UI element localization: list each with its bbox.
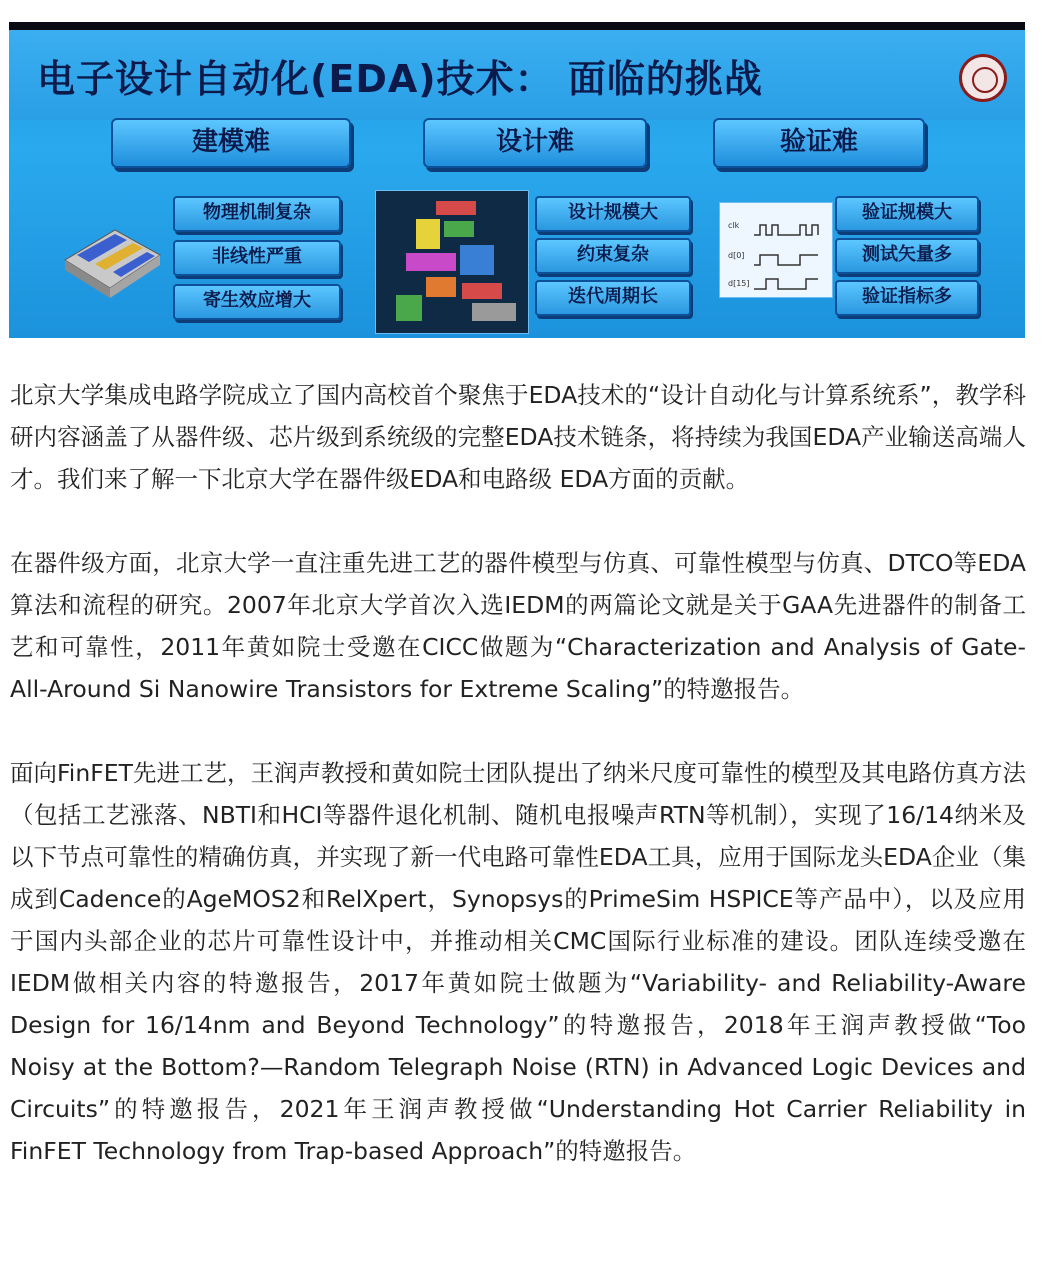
- modeling-item-1: 物理机制复杂: [173, 196, 341, 232]
- modeling-item-3: 寄生效应增大: [173, 284, 341, 320]
- category-design: 设计难: [423, 118, 647, 168]
- article-body: [10, 374, 1026, 1214]
- slide-title-bar: [9, 30, 1025, 120]
- article-paragraph: 在器件级方面，北京大学一直注重先进工艺的器件模型与仿真、可靠性模型与仿真、DTCO等EDA算法和流程的研究。2007年北京大学首次入选IEDM的两篇论文就是关于GAA先进器件的制备工艺和可靠性，2011年黄如院士受邀在CICC做题为“Characterization and Analysis of Gate-All-Around Si Nanowire Transistors for Extreme Scaling”的特邀报告。: [10, 549, 1026, 703]
- university-seal-logo: [959, 54, 1007, 102]
- modeling-item-2: 非线性严重: [173, 240, 341, 276]
- category-verification: 验证难: [713, 118, 925, 168]
- waveform-label-d15: d[15]: [728, 279, 750, 288]
- chip-layout-icon: [375, 190, 529, 334]
- challenges-slide-image: [9, 22, 1025, 338]
- verification-item-2: 测试矢量多: [835, 238, 979, 274]
- article-paragraph: 面向FinFET先进工艺，王润声教授和黄如院士团队提出了纳米尺度可靠性的模型及其电路仿真方法（包括工艺涨落、NBTI和HCI等器件退化机制、随机电报噪声RTN等机制），实现了16/14纳米及以下节点可靠性的精确仿真，并实现了新一代电路可靠性EDA工具，应用于国际龙头EDA企业（集成到Cadence的AgeMOS2和RelXpert，Synopsys的PrimeSim HSPICE等产品中），以及应用于国内头部企业的芯片可靠性设计中，并推动相关CMC国际行业标准的建设。团队连续受邀在IEDM做相关内容的特邀报告，2017年黄如院士做题为“Variability- and Reliability-Aware Design for 16/14nm and Beyond Technology”的特邀报告，2018年王润声教授做“Too Noisy at the Bottom?—Random Telegraph Noise (RTN) in Advanced Logic Devices and Circuits”的特邀报告，2021年王润声教授做“Understanding Hot Carrier Reliability in FinFET Technology from Trap-based Approach”的特邀报告。: [10, 759, 1026, 1165]
- waveform-icon: [719, 202, 833, 298]
- category-modeling: 建模难: [111, 118, 351, 168]
- waveform-label-clk: clk: [728, 221, 740, 230]
- design-item-3: 迭代周期长: [535, 280, 691, 316]
- article-paragraph: 北京大学集成电路学院成立了国内高校首个聚焦于EDA技术的“设计自动化与计算系统系”，教学科研内容涵盖了从器件级、芯片级到系统级的完整EDA技术链条，将持续为我国EDA产业输送高端人才。我们来了解一下北京大学在器件级EDA和电路级 EDA方面的贡献。: [10, 381, 1026, 493]
- verification-item-1: 验证规模大: [835, 196, 979, 232]
- verification-item-3: 验证指标多: [835, 280, 979, 316]
- transistor-device-icon: [55, 200, 165, 300]
- slide-title: 电子设计自动化(EDA)技术： 面临的挑战: [37, 57, 763, 101]
- design-item-1: 设计规模大: [535, 196, 691, 232]
- design-item-2: 约束复杂: [535, 238, 691, 274]
- waveform-label-d0: d[0]: [728, 251, 745, 260]
